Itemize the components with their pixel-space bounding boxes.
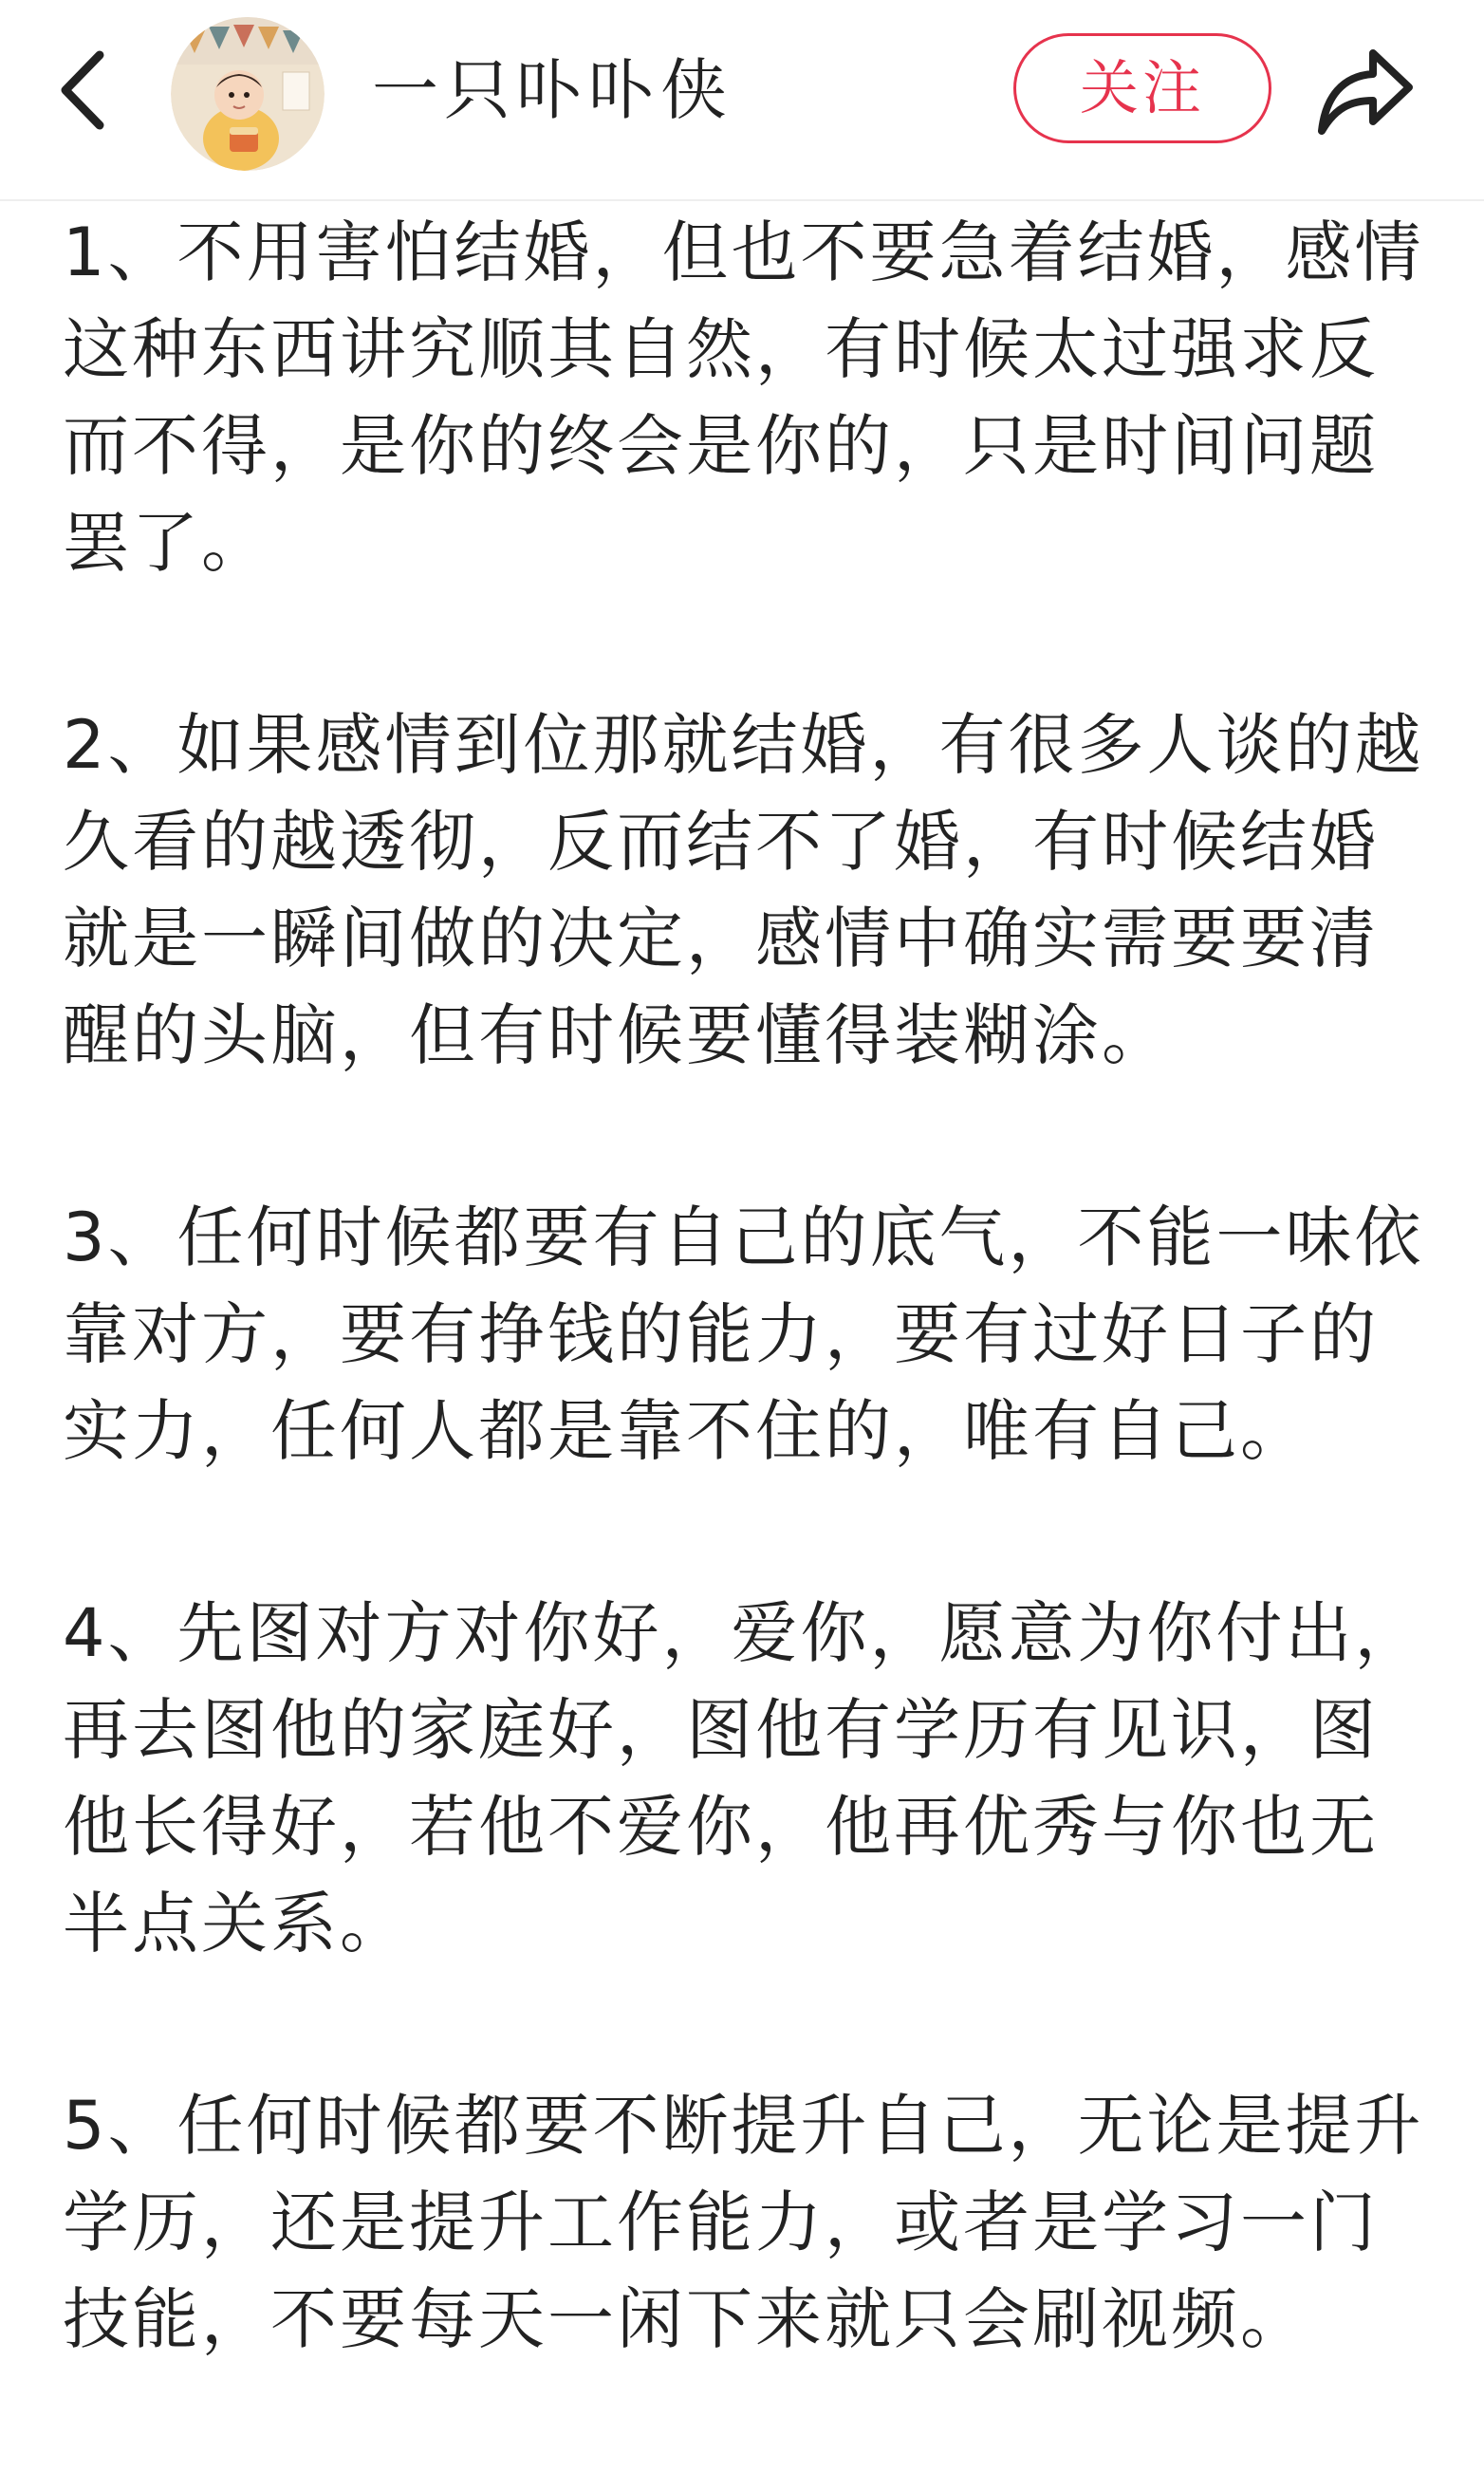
back-button[interactable] <box>52 47 119 133</box>
top-bar <box>0 0 1484 201</box>
username[interactable]: 一只卟卟侠 <box>372 51 733 129</box>
post-paragraph-5: 5、任何时候都要不断提升自己，无论是提升学历，还是提升工作能力，或者是学习一门技能，不要每天一闲下来就只会刷视频。 <box>63 2087 1424 2358</box>
chevron-left-icon <box>52 47 119 133</box>
avatar[interactable] <box>171 17 325 171</box>
post-body <box>63 204 1429 2473</box>
share-button[interactable] <box>1314 40 1419 144</box>
share-arrow-icon <box>1314 40 1419 144</box>
post-paragraph-4: 4、先图对方对你好，爱你，愿意为你付出，再去图他的家庭好，图他有学历有见识，图他长得好，若他不爱你，他再优秀与你也无半点关系。 <box>63 1594 1424 1962</box>
avatar-photo <box>171 17 325 171</box>
post-paragraph-2: 2、如果感情到位那就结婚，有很多人谈的越久看的越透彻，反而结不了婚，有时候结婚就是一瞬间做的决定，感情中确实需要要清醒的头脑，但有时候要懂得装糊涂。 <box>63 706 1424 1074</box>
post-paragraph-3: 3、任何时候都要有自己的底气，不能一味依靠对方，要有挣钱的能力，要有过好日子的实力，任何人都是靠不住的，唯有自己。 <box>63 1199 1424 1470</box>
post-paragraph-1: 1、不用害怕结婚，但也不要急着结婚，感情这种东西讲究顺其自然，有时候太过强求反而不得，是你的终会是你的，只是时间问题罢了。 <box>63 214 1424 582</box>
follow-button[interactable]: 关注 <box>1013 33 1271 143</box>
